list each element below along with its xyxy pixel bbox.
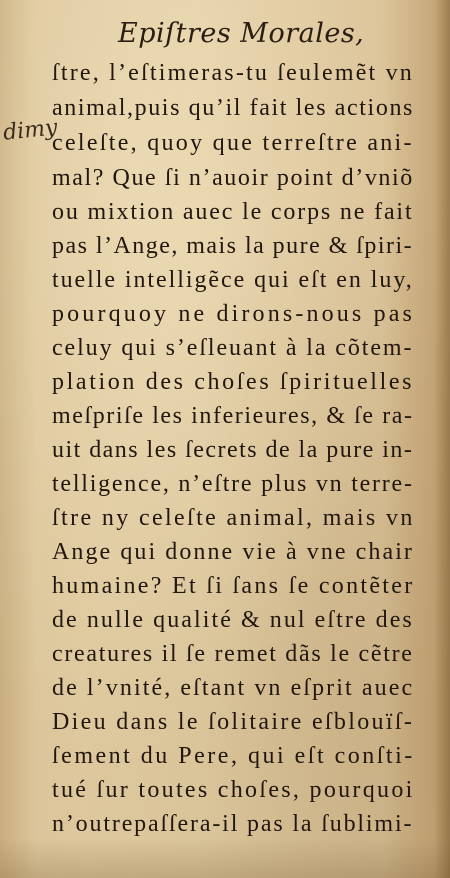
- text-line: celuy qui s’eſleuant à la cõtem-: [52, 335, 414, 361]
- running-title: Epiſtres Morales,: [118, 18, 365, 49]
- handwritten-margin-note: dimy: [1, 115, 59, 146]
- text-line: n’outrepaſſera-il pas la ſublimi-: [52, 811, 414, 837]
- text-line: pourquoy ne dirons-nous pas: [52, 301, 416, 327]
- text-line: meſpriſe les inferieures, & ſe ra-: [52, 403, 414, 429]
- text-line: de l’vnité, eſtant vn eſprit auec: [52, 675, 415, 701]
- text-line: mal? Que ſi n’auoir point d’vniõ: [52, 165, 414, 191]
- text-line: uit dans les ſecrets de la pure in-: [52, 437, 414, 463]
- text-line: ſement du Pere, qui eſt conſti-: [52, 743, 415, 769]
- text-line: pas l’Ange, mais la pure & ſpiri-: [52, 233, 414, 259]
- text-line: tuelle intelligẽce qui eſt en luy,: [52, 267, 414, 293]
- text-line: creatures il ſe remet dãs le cẽtre: [52, 641, 414, 667]
- text-line: animal,puis qu’il fait les actions: [52, 95, 415, 121]
- text-line: celeſte, quoy que terreſtre ani-: [52, 130, 414, 156]
- text-line: ſtre, l’eſtimeras-tu ſeulemẽt vn: [52, 60, 414, 86]
- text-line: ſtre ny celeſte animal, mais vn: [52, 505, 415, 531]
- text-line: Ange qui donne vie à vne chair: [52, 539, 414, 565]
- text-line: tué ſur toutes choſes, pourquoi: [52, 777, 415, 803]
- text-line: de nulle qualité & nul eſtre des: [52, 607, 414, 633]
- text-line: plation des choſes ſpirituelles: [52, 369, 415, 395]
- text-line: ou mixtion auec le corps ne fait: [52, 199, 414, 225]
- text-line: Dieu dans le ſolitaire eſblouïſ-: [52, 709, 415, 735]
- text-line: telligence, n’eſtre plus vn terre-: [52, 471, 414, 497]
- text-line: humaine? Et ſi ſans ſe contẽter: [52, 573, 415, 599]
